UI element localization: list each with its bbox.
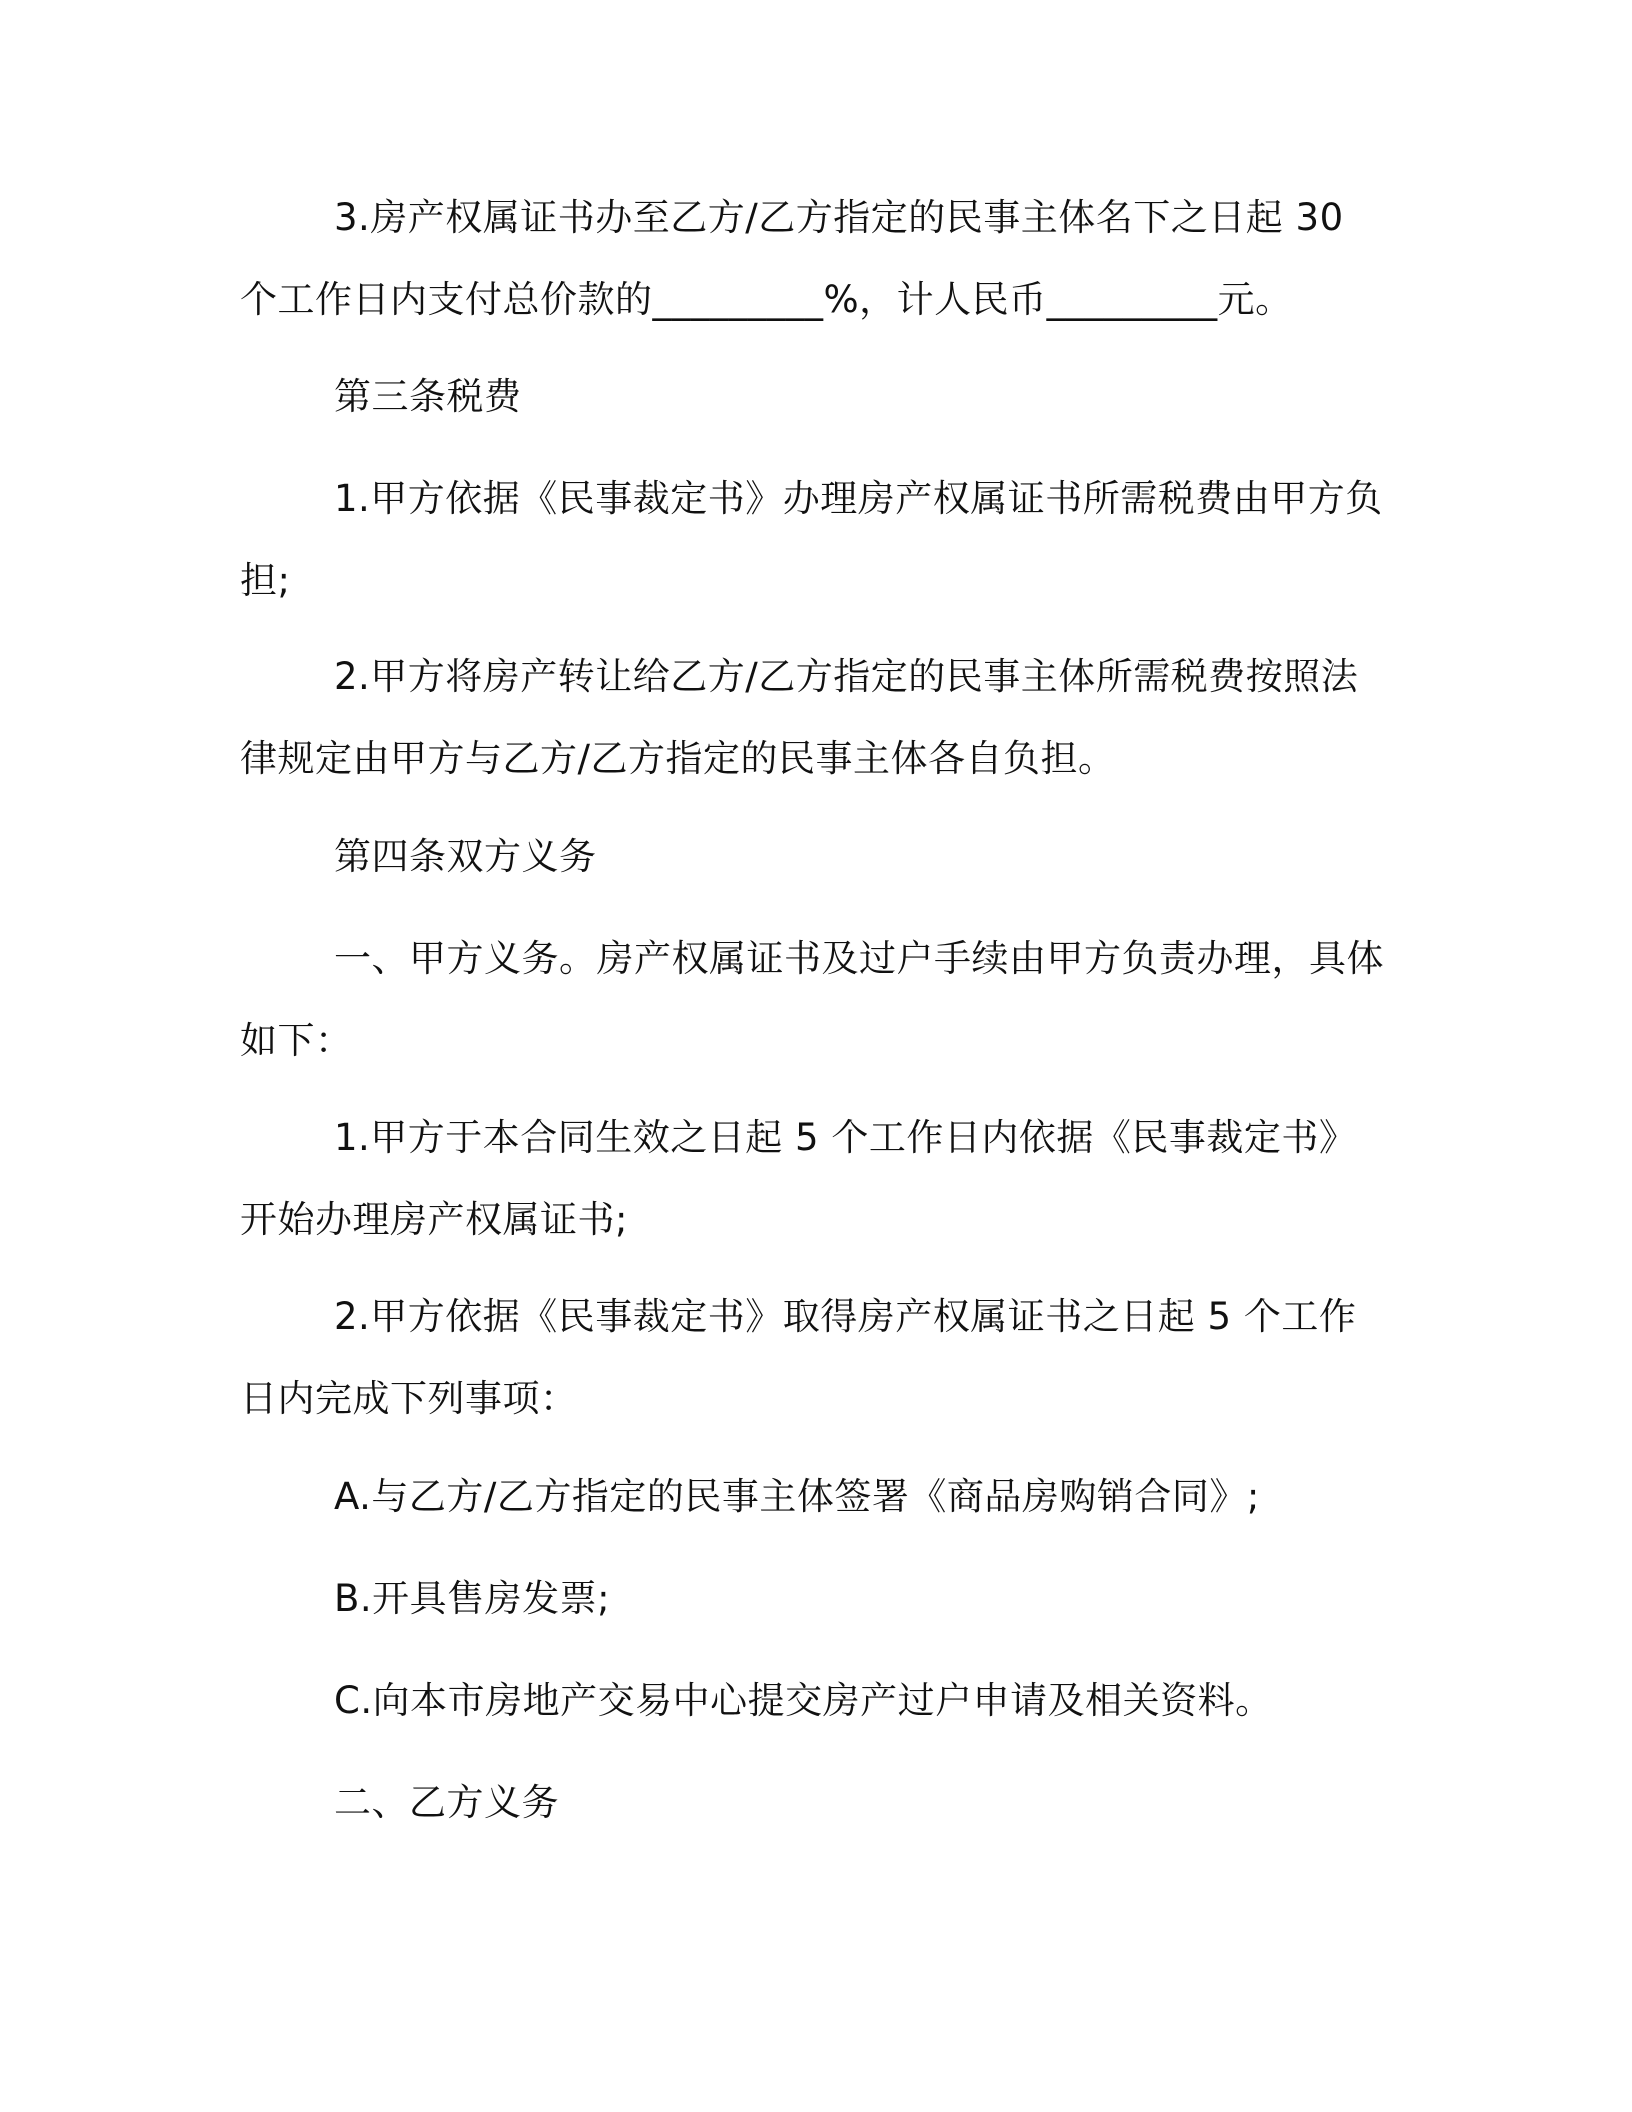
heading-article-3-taxes: 第三条税费 [334, 375, 522, 418]
paragraph-tax-clause-2: 2.甲方将房产转让给乙方/乙方指定的民事主体所需税费按照法律规定由甲方与乙方/乙方指定的民事主体各自负担。 [240, 655, 1359, 780]
paragraph-party-a-obligations: 一、甲方义务。房产权属证书及过户手续由甲方负责办理，具体如下： [240, 937, 1384, 1062]
paragraph-item-c: C.向本市房地产交易中心提交房产过户申请及相关资料。 [334, 1679, 1273, 1722]
paragraph-payment-clause-3: 3.房产权属证书办至乙方/乙方指定的民事主体名下之日起 30 个工作日内支付总价款的_________%，计人民币_________元。 [240, 196, 1344, 321]
heading-article-4-obligations: 第四条双方义务 [334, 835, 597, 878]
paragraph-item-b: B.开具售房发票; [334, 1577, 611, 1620]
heading-party-b-obligations: 二、乙方义务 [334, 1781, 559, 1824]
paragraph-obligation-1: 1.甲方于本合同生效之日起 5 个工作日内依据《民事裁定书》开始办理房产权属证书; [240, 1116, 1357, 1241]
paragraph-tax-clause-1: 1.甲方依据《民事裁定书》办理房产权属证书所需税费由甲方负担; [240, 477, 1383, 602]
paragraph-item-a: A.与乙方/乙方指定的民事主体签署《商品房购销合同》; [334, 1475, 1260, 1518]
paragraph-obligation-2: 2.甲方依据《民事裁定书》取得房产权属证书之日起 5 个工作日内完成下列事项： [240, 1295, 1357, 1420]
